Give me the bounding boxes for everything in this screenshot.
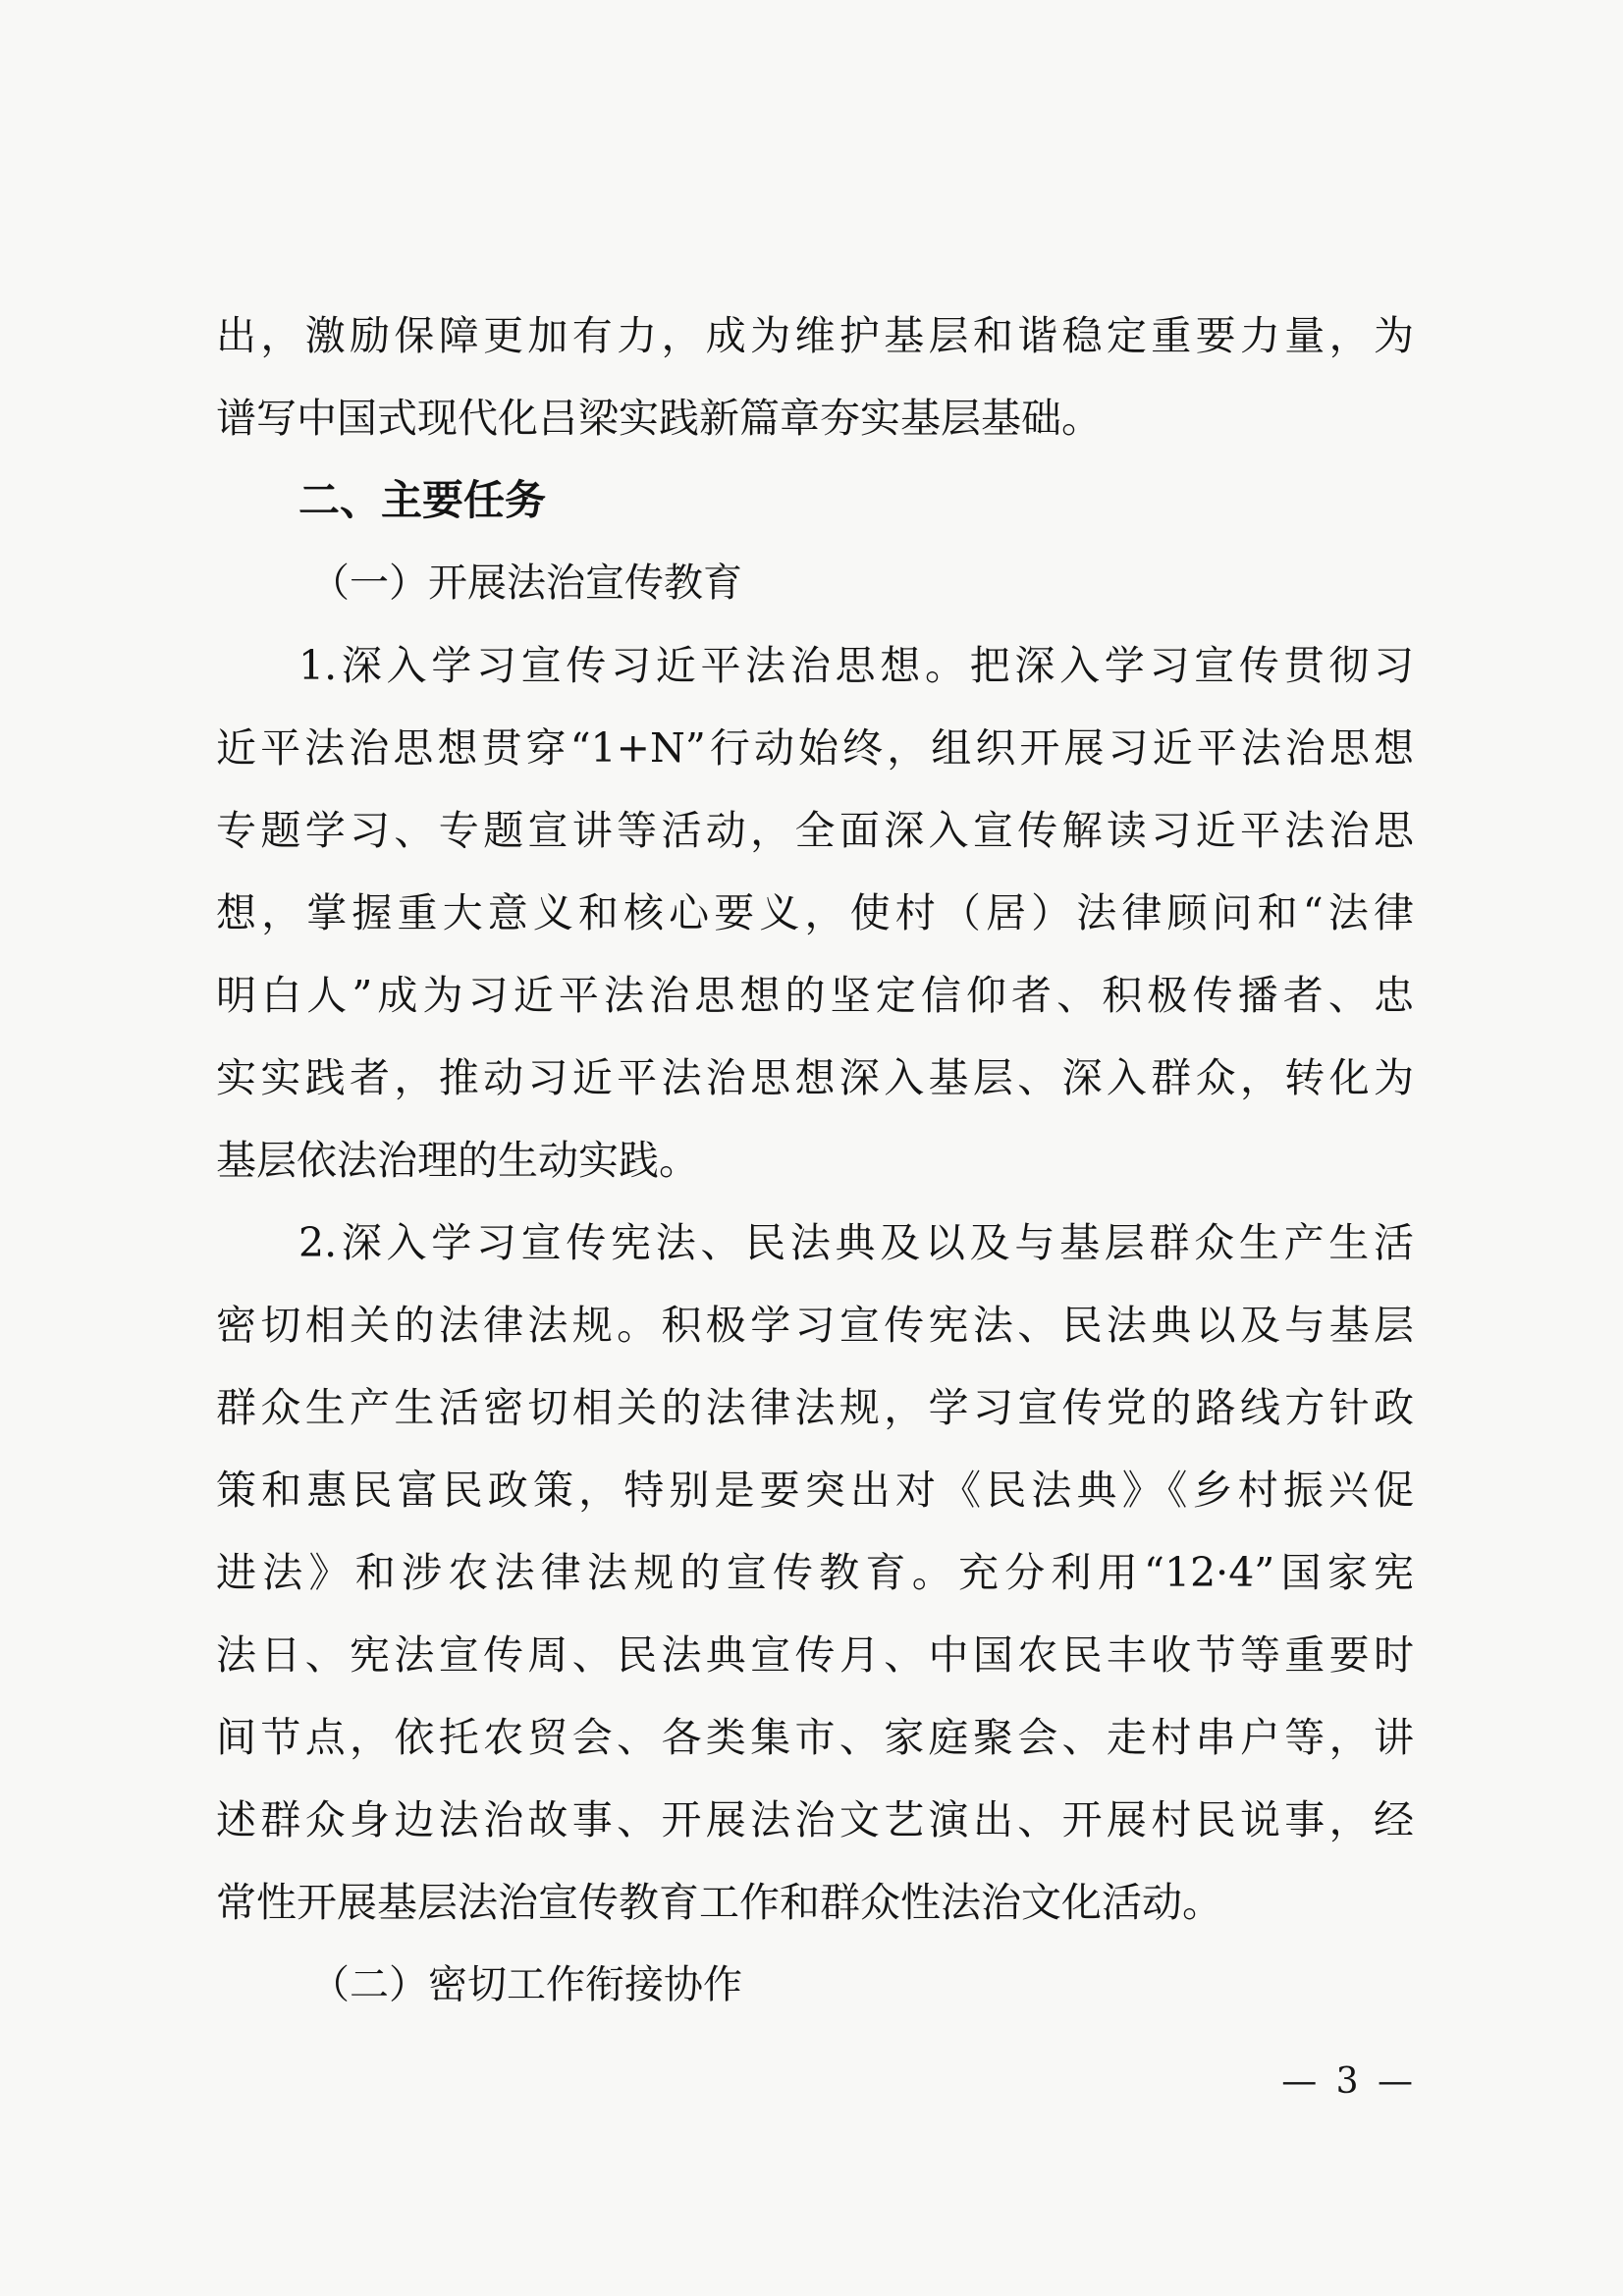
body-line: 近平法治思想贯穿“1+N”行动始终，组织开展习近平法治思想 (216, 724, 1414, 772)
body-line: 基层依法治理的生动实践。 (216, 1137, 699, 1184)
body-line: 实实践者，推动习近平法治思想深入基层、深入群众，转化为 (216, 1054, 1414, 1101)
section-heading: 二、主要任务 (298, 476, 547, 524)
subsection-heading: （一）开展法治宣传教育 (310, 561, 742, 606)
subsection-heading: （二）密切工作衔接协作 (310, 1962, 742, 2007)
body-line: 述群众身边法治故事、开展法治文艺演出、开展村民说事，经 (216, 1796, 1414, 1843)
page-number: — 3 — (1281, 2061, 1417, 2102)
body-line: 明白人”成为习近平法治思想的坚定信仰者、积极传播者、忠 (216, 972, 1414, 1019)
body-line: 谱写中国式现代化吕梁实践新篇章夯实基层基础。 (216, 395, 1102, 442)
body-line: 密切相关的法律法规。积极学习宣传宪法、民法典以及与基层 (216, 1302, 1414, 1349)
paragraph-start-line: 2.深入学习宣传宪法、民法典及以及与基层群众生产生活 (298, 1219, 1414, 1266)
body-line: 想，掌握重大意义和核心要义，使村（居）法律顾问和“法律 (216, 889, 1414, 936)
body-line: 出，激励保障更加有力，成为维护基层和谐稳定重要力量，为 (216, 312, 1414, 359)
body-line: 法日、宪法宣传周、民法典宣传月、中国农民丰收节等重要时 (216, 1631, 1414, 1679)
paragraph-start-line: 1.深入学习宣传习近平法治思想。把深入学习宣传贯彻习 (298, 642, 1414, 689)
body-line: 策和惠民富民政策，特别是要突出对《民法典》《乡村振兴促 (216, 1467, 1414, 1514)
body-line: 进法》和涉农法律法规的宣传教育。充分利用“12·4”国家宪 (216, 1549, 1414, 1596)
body-line: 群众生产生活密切相关的法律法规，学习宣传党的路线方针政 (216, 1384, 1414, 1431)
body-line: 专题学习、专题宣讲等活动，全面深入宣传解读习近平法治思 (216, 807, 1414, 854)
body-line: 常性开展基层法治宣传教育工作和群众性法治文化活动。 (216, 1879, 1222, 1926)
body-line: 间节点，依托农贸会、各类集市、家庭聚会、走村串户等，讲 (216, 1714, 1414, 1761)
document-body (216, 294, 1414, 2026)
